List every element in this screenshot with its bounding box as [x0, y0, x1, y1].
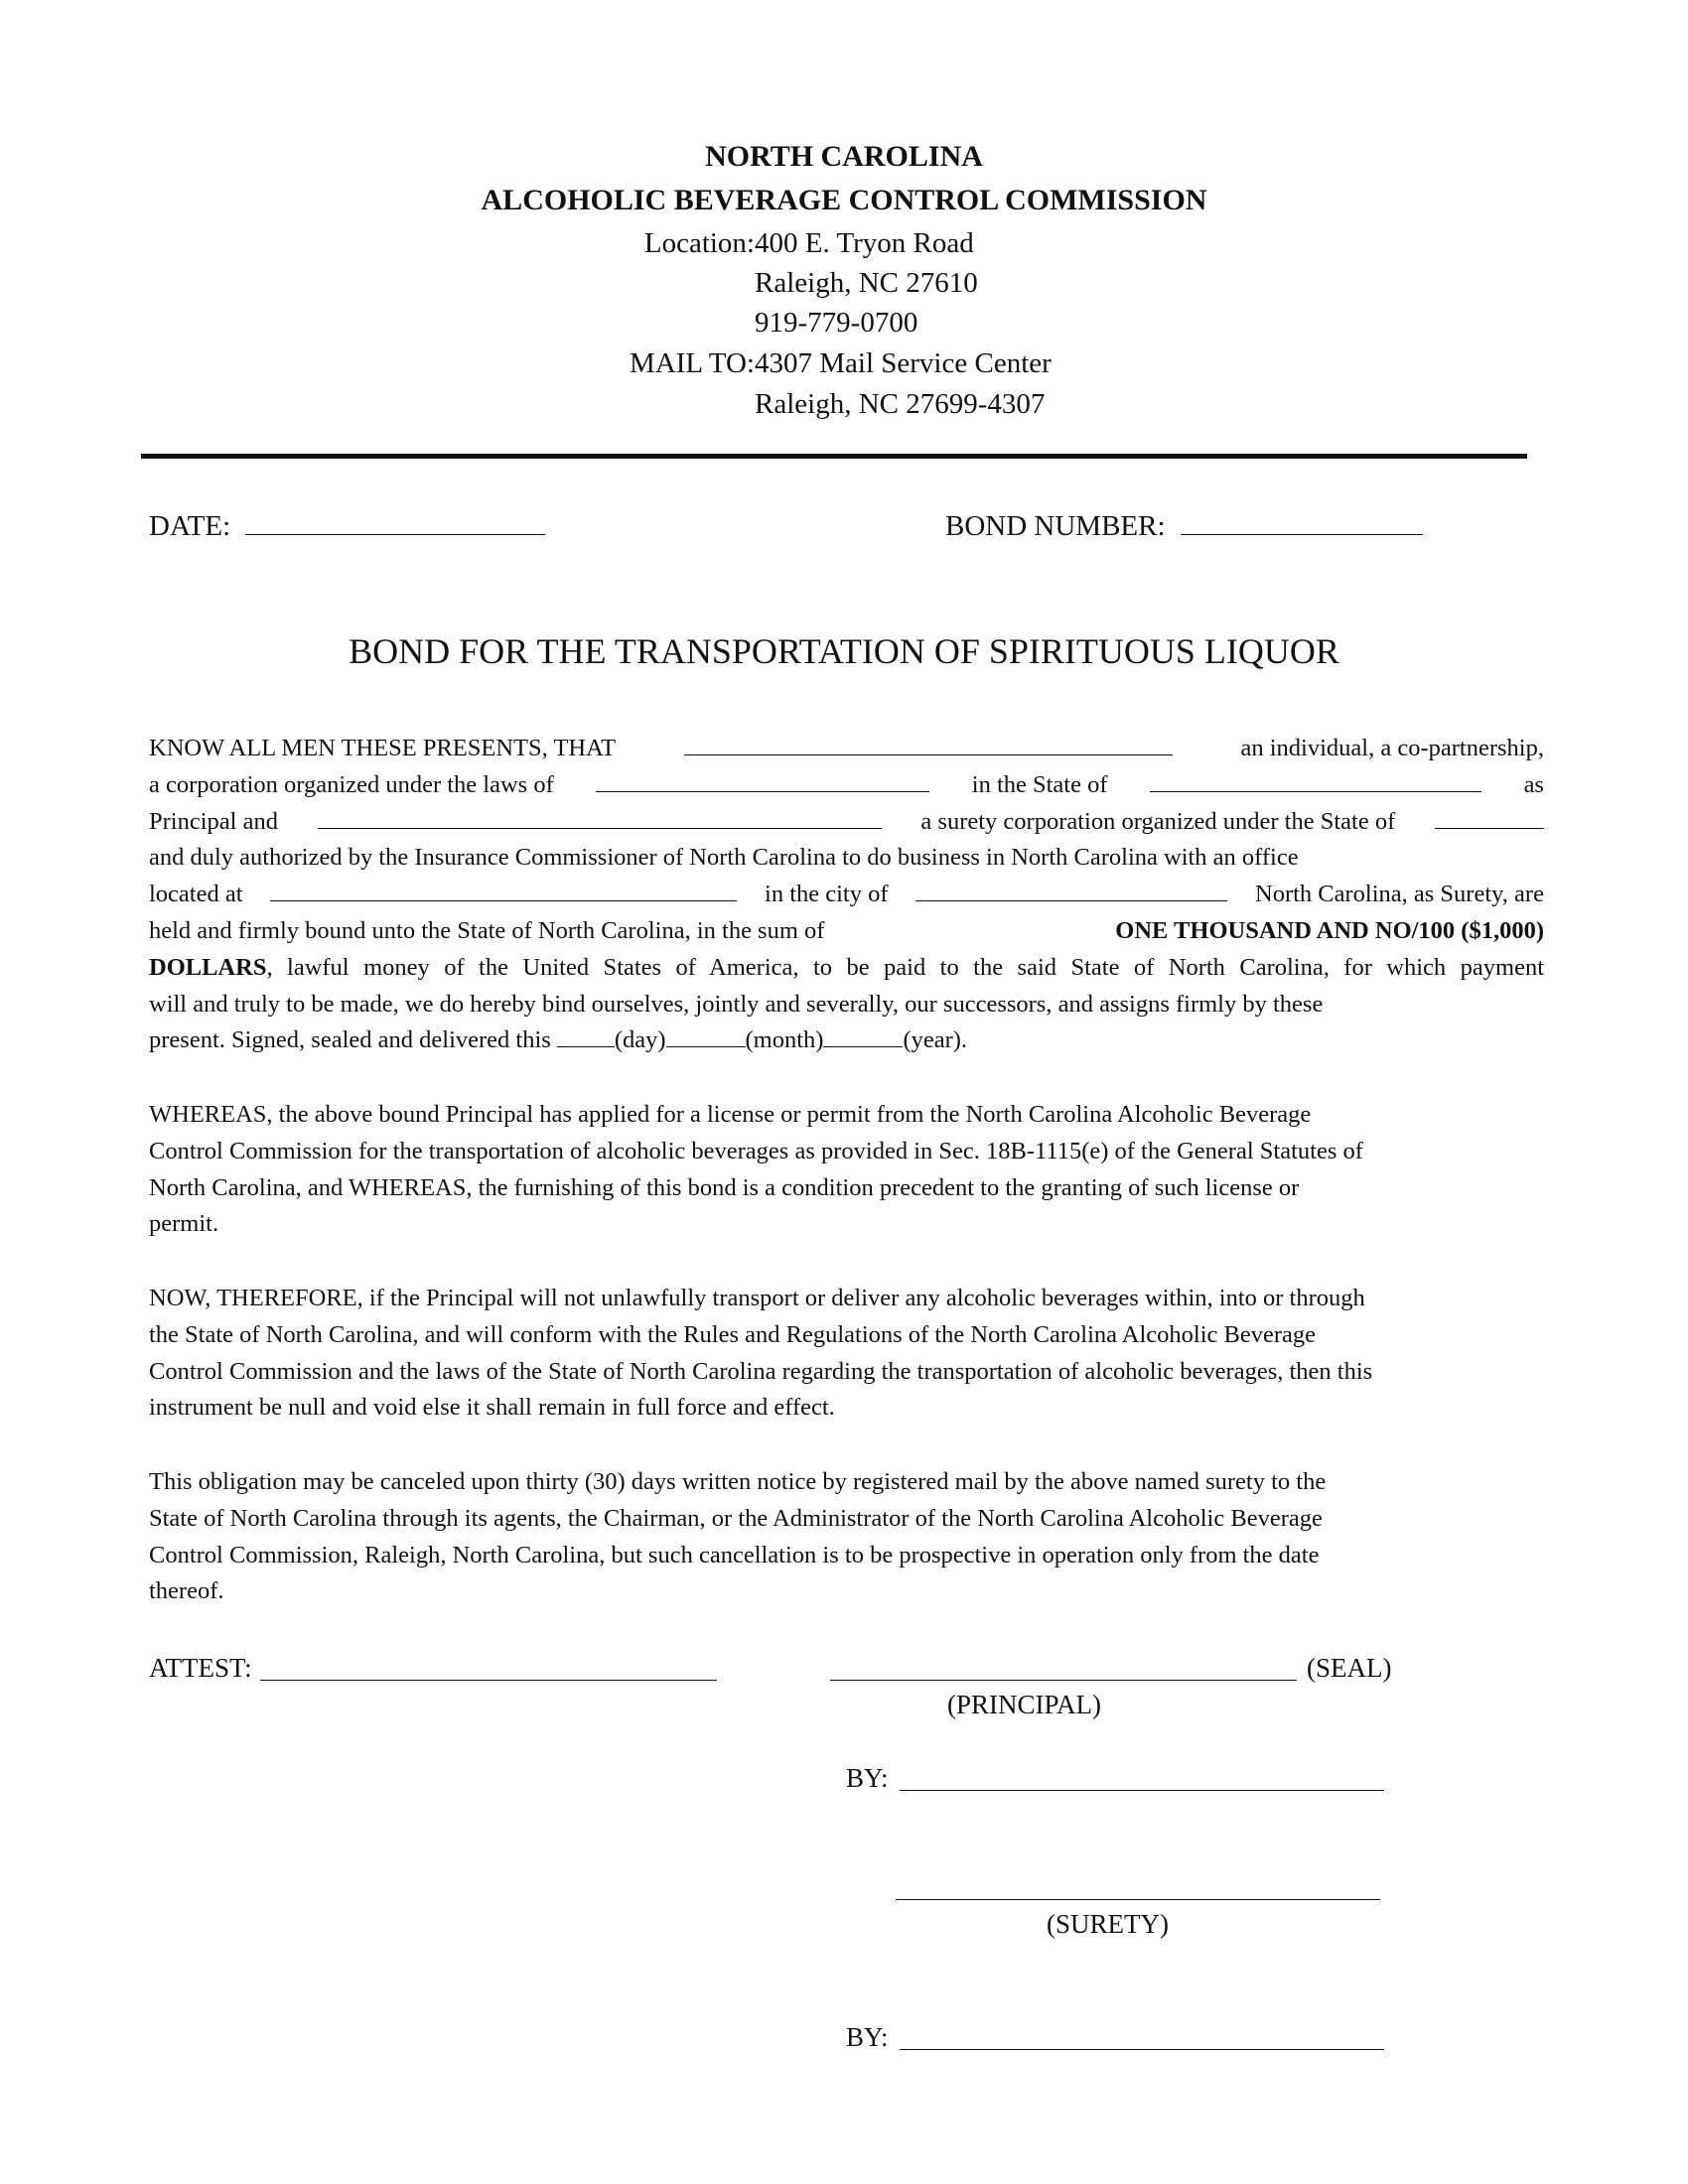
- surety-by-signature-line[interactable]: [900, 2049, 1384, 2050]
- principal-by-label: BY:: [846, 1763, 889, 1793]
- principal-signature-line[interactable]: [830, 1680, 1297, 1681]
- attest-label: ATTEST:: [149, 1653, 252, 1683]
- text: will and truly to be made, we do hereby bind ourselves, jointly and severally, our successors, and assigns firmly by these: [149, 990, 1324, 1018]
- office-city-field[interactable]: [915, 879, 1227, 901]
- text: permit.: [149, 1210, 219, 1238]
- signed-day-field[interactable]: [557, 1024, 615, 1047]
- text: (year).: [903, 1026, 968, 1054]
- attest-signature-line[interactable]: [260, 1680, 717, 1681]
- text: a corporation organized under the laws of: [149, 770, 554, 798]
- text: (month): [745, 1026, 824, 1054]
- text: located at: [149, 881, 243, 908]
- text: KNOW ALL MEN THESE PRESENTS, THAT: [149, 735, 617, 761]
- document-title: BOND FOR THE TRANSPORTATION OF SPIRITUOUS LIQUOR: [349, 631, 1339, 671]
- principal-name-field[interactable]: [684, 733, 1173, 755]
- bond-number-label: BOND NUMBER:: [945, 510, 1166, 542]
- header-state: NORTH CAROLINA: [705, 140, 983, 173]
- text: NOW, THEREFORE, if the Principal will not unlawfully transport or deliver any alcoholic beverages within, into or through: [149, 1285, 1365, 1311]
- surety-label: (SURETY): [1047, 1909, 1169, 1939]
- text: present. Signed, sealed and delivered this: [149, 1026, 551, 1054]
- date-field[interactable]: [245, 508, 545, 535]
- location-label: Location:: [643, 227, 755, 259]
- text: Principal and: [149, 807, 278, 835]
- text: North Carolina, and WHEREAS, the furnishing of this bond is a condition precedent to the granting of such license or: [149, 1173, 1300, 1201]
- date-field-row: [149, 508, 545, 543]
- phone-number: 919-779-0700: [755, 307, 918, 339]
- paragraph-cancellation: [149, 1464, 1544, 1610]
- surety-name-field[interactable]: [318, 806, 882, 829]
- principal-label: (PRINCIPAL): [947, 1690, 1102, 1719]
- signed-month-field[interactable]: [666, 1024, 746, 1047]
- bond-number-field[interactable]: [1181, 508, 1423, 535]
- text: thereof.: [149, 1577, 224, 1605]
- mail-line-1: 4307 Mail Service Center: [755, 347, 1052, 379]
- principal-by-signature-line[interactable]: [900, 1790, 1384, 1791]
- text: in the city of: [765, 881, 889, 908]
- surety-signature-line[interactable]: [896, 1899, 1380, 1900]
- text: Control Commission and the laws of the State of North Carolina regarding the transportation of alcoholic beverages, then this: [149, 1357, 1373, 1385]
- surety-state-field[interactable]: [1435, 806, 1544, 829]
- text: North Carolina, as Surety, are: [1255, 881, 1544, 908]
- principal-state-field[interactable]: [1150, 769, 1481, 792]
- text: held and firmly bound unto the State of North Carolina, in the sum of: [149, 916, 825, 944]
- mail-line-2: Raleigh, NC 27699-4307: [755, 388, 1046, 420]
- location-line-2: Raleigh, NC 27610: [755, 267, 978, 299]
- location-line-1: 400 E. Tryon Road: [755, 227, 974, 259]
- text: , lawful money of the United States of America, to be paid to the said State of North Carolina, for which payment: [266, 953, 1544, 981]
- text: and duly authorized by the Insurance Commissioner of North Carolina to do business in North Carolina with an office: [149, 844, 1299, 872]
- text: Control Commission, Raleigh, North Carolina, but such cancellation is to be prospective in operation only from the date: [149, 1541, 1320, 1569]
- laws-of-field[interactable]: [596, 769, 929, 792]
- text: State of North Carolina through its agents, the Chairman, or the Administrator of the North Carolina Alcoholic Beverage: [149, 1504, 1323, 1532]
- header-divider: [141, 454, 1527, 459]
- header-agency: ALCOHOLIC BEVERAGE CONTROL COMMISSION: [481, 184, 1207, 216]
- text: instrument be null and void else it shall remain in full force and effect.: [149, 1394, 835, 1422]
- text: WHEREAS, the above bound Principal has applied for a license or permit from the North Carolina Alcoholic Beverage: [149, 1101, 1312, 1128]
- seal-label: (SEAL): [1307, 1653, 1392, 1683]
- mail-to-label: MAIL TO:: [630, 347, 755, 379]
- text: in the State of: [971, 770, 1108, 798]
- surety-by-label: BY:: [846, 2022, 889, 2052]
- signed-year-field[interactable]: [823, 1024, 903, 1047]
- text: an individual, a co-partnership,: [1240, 735, 1544, 761]
- bond-amount: ONE THOUSAND AND NO/100 ($1,000): [1115, 916, 1544, 944]
- text: Control Commission for the transportation of alcoholic beverages as provided in Sec. 18B-1115(e) of the General Statutes of: [149, 1137, 1363, 1164]
- paragraph-know-all-men: [149, 731, 1544, 1059]
- text: as: [1523, 770, 1544, 798]
- text: the State of North Carolina, and will conform with the Rules and Regulations of the North Carolina Alcoholic Beverage: [149, 1320, 1317, 1348]
- text: a surety corporation organized under the State of: [920, 807, 1396, 835]
- bond-number-field-row: [945, 508, 1423, 543]
- paragraph-now-therefore: [149, 1281, 1544, 1427]
- office-location-field[interactable]: [270, 879, 737, 901]
- paragraph-whereas: [149, 1097, 1544, 1243]
- text: (day): [614, 1026, 666, 1054]
- bond-amount-dollars: DOLLARS: [149, 953, 267, 981]
- date-label: DATE:: [149, 510, 231, 542]
- text: This obligation may be canceled upon thirty (30) days written notice by registered mail by the above named surety to the: [149, 1468, 1327, 1495]
